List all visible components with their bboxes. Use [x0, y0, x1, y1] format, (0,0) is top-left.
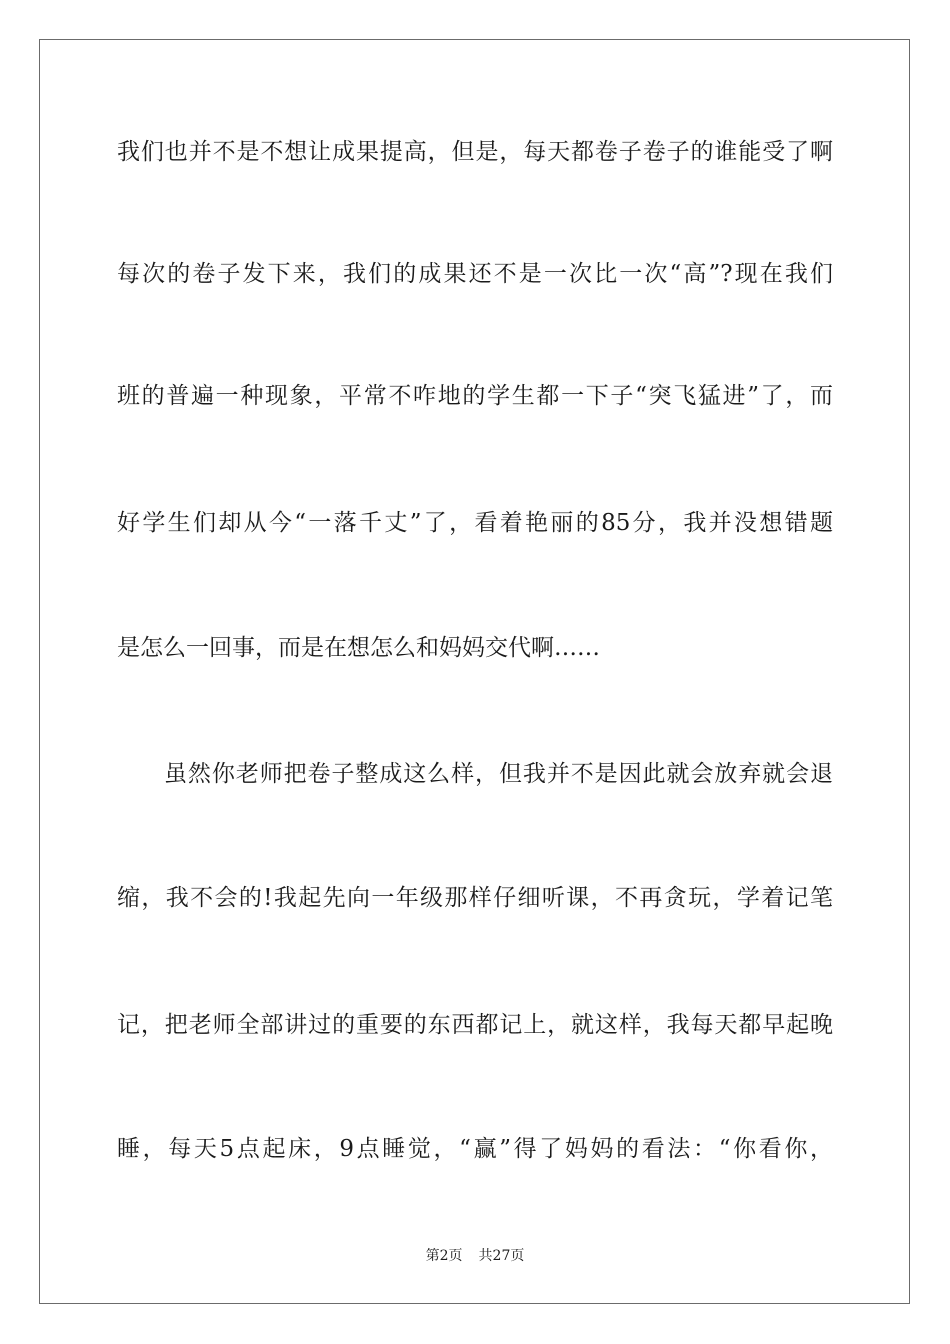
text-line-7: 缩，我不会的!我起先向一年级那样仔细听课，不再贪玩，学着记笔 [117, 885, 833, 911]
text-line-3: 班的普遍一种现象，平常不咋地的学生都一下子“突飞猛进”了，而 [117, 383, 833, 409]
page-footer [0, 1247, 950, 1265]
text-line-2: 每次的卷子发下来，我们的成果还不是一次比一次“高”?现在我们 [117, 261, 833, 287]
text-line-1: 我们也并不是不想让成果提高，但是，每天都卷子卷子的谁能受了啊 [117, 139, 833, 165]
text-line-4: 好学生们却从今“一落千丈”了，看着艳丽的85分，我并没想错题 [117, 510, 833, 536]
text-line-8: 记，把老师全部讲过的重要的东西都记上，就这样，我每天都早起晚 [117, 1012, 833, 1038]
text-line-9: 睡，每天5点起床，9点睡觉，“赢”得了妈妈的看法：“你看你， [117, 1136, 833, 1162]
text-line-6: 虽然你老师把卷子整成这么样，但我并不是因此就会放弃就会退 [164, 761, 833, 787]
page-number: 第2页 [425, 1248, 463, 1264]
text-line-5: 是怎么一回事，而是在想怎么和妈妈交代啊…… [117, 635, 600, 661]
page-frame [39, 39, 910, 1304]
page-total: 共27页 [478, 1248, 525, 1264]
